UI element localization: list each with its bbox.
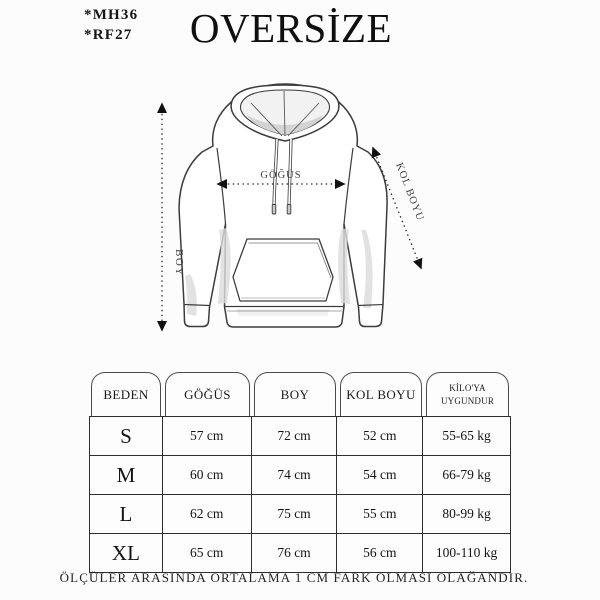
chest-label: GÖĞÜS xyxy=(260,170,302,181)
table-row-s xyxy=(90,417,510,455)
header-cell-beden xyxy=(89,372,163,416)
weight-value: 100-110 kg xyxy=(435,545,498,560)
size-table-header-row xyxy=(89,372,511,416)
table-row-xl xyxy=(90,533,510,572)
sleeve-label: KOL BOYU xyxy=(393,161,426,223)
column-header-label: KİLO'YA UYGUNDUR xyxy=(440,383,495,406)
chest-value: 62 cm xyxy=(163,495,252,533)
size-value: L xyxy=(90,495,163,533)
page-title: OVERSİZE xyxy=(189,5,393,51)
column-header-label: BOY xyxy=(280,386,310,402)
sleeve-value: 55 cm xyxy=(337,495,423,533)
header-cell-gogus xyxy=(163,372,252,416)
size-table xyxy=(89,372,511,573)
length-value: 76 cm xyxy=(252,534,338,572)
size-value: M xyxy=(90,456,163,494)
length-label: BOY xyxy=(173,249,185,277)
size-table-body xyxy=(89,416,511,573)
size-value: S xyxy=(90,417,163,455)
kangaroo-pocket xyxy=(233,239,333,301)
column-header-label: GÖĞÜS xyxy=(184,386,231,402)
product-code-1: *MH36 xyxy=(84,7,139,23)
chest-value: 60 cm xyxy=(163,456,252,494)
size-value: XL xyxy=(90,534,163,572)
length-value: 75 cm xyxy=(252,495,338,533)
column-header-label: BEDEN xyxy=(103,386,149,402)
weight-value: 80-99 kg xyxy=(442,506,491,521)
tolerance-note: ÖLÇÜLER ARASINDA ORTALAMA 1 CM FARK OLMASI OLAĞANDIR. xyxy=(59,570,529,585)
hoodie-measurement-diagram xyxy=(140,78,460,363)
sleeve-value: 54 cm xyxy=(337,456,423,494)
weight-value: 66-79 kg xyxy=(442,467,491,482)
header-cell-kol-boyu xyxy=(338,372,424,416)
header-cell-boy xyxy=(252,372,338,416)
sleeve-value: 52 cm xyxy=(337,417,423,455)
sleeve-value: 56 cm xyxy=(337,534,423,572)
length-value: 72 cm xyxy=(252,417,338,455)
column-header-label: KOL BOYU xyxy=(346,386,416,402)
product-code-2: *RF27 xyxy=(84,26,133,43)
table-row-m xyxy=(90,455,510,494)
length-value: 74 cm xyxy=(252,456,338,494)
chest-value: 57 cm xyxy=(163,417,252,455)
table-row-l xyxy=(90,494,510,533)
weight-value: 55-65 kg xyxy=(442,428,491,443)
chest-value: 65 cm xyxy=(163,534,252,572)
header-cell-kiloya-uygundur xyxy=(424,372,511,416)
